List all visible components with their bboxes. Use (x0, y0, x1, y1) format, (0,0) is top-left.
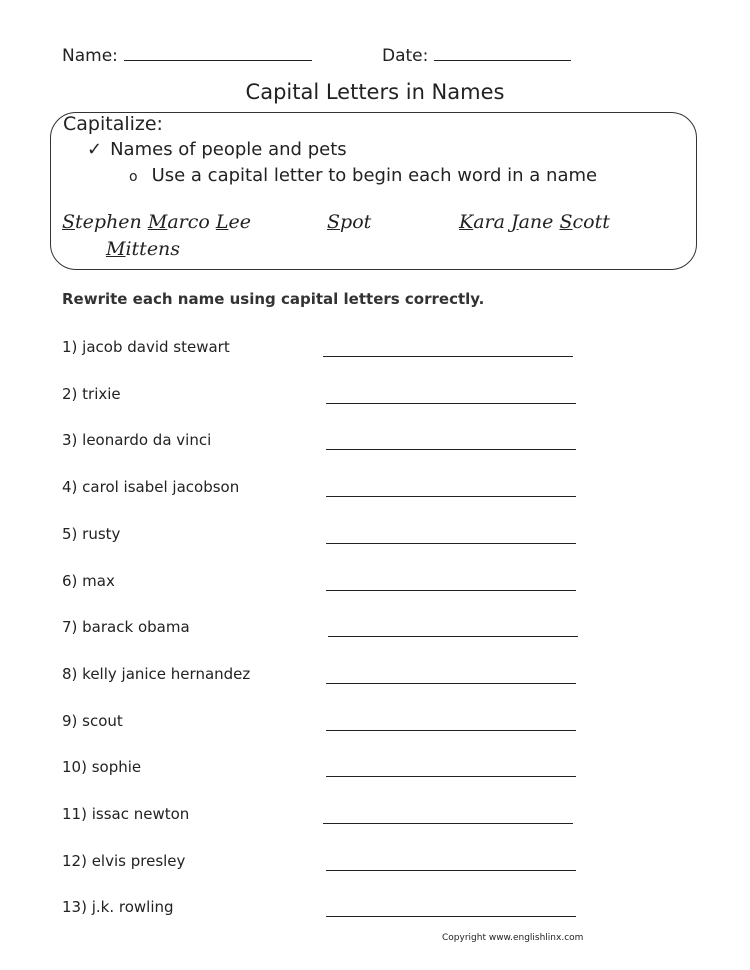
name-rest: ane (518, 211, 560, 233)
example-name (62, 211, 251, 233)
question-item: 2) trixie (62, 384, 121, 403)
capital-letter: M (147, 211, 168, 233)
answer-line[interactable] (323, 823, 573, 824)
checkmark-icon: ✓ (87, 139, 103, 160)
name-rest: ara (473, 211, 511, 233)
capital-letter: M (106, 238, 126, 260)
name-rest: tephen (75, 211, 148, 233)
answer-line[interactable] (326, 403, 576, 404)
question-item: 1) jacob david stewart (62, 338, 230, 356)
name-field (62, 44, 312, 66)
question-item: 6) max (62, 571, 115, 590)
answer-line[interactable] (326, 590, 576, 591)
question-item: 7) barack obama (62, 618, 190, 637)
sub-rule-item (129, 165, 597, 186)
rule-item (87, 139, 347, 160)
answer-line[interactable] (326, 776, 576, 777)
date-label: Date: (382, 46, 429, 66)
example-name (459, 211, 610, 233)
question-item: 11) issac newton (62, 805, 190, 823)
capital-letter: S (62, 211, 76, 233)
question-item: 9) scout (62, 711, 123, 730)
question-item: 3) leonardo da vinci (62, 431, 212, 450)
question-item: 4) carol isabel jacobson (62, 478, 240, 497)
date-field (382, 44, 571, 66)
name-rest: cott (572, 211, 610, 233)
name-rest: arco (167, 211, 216, 233)
answer-line[interactable] (326, 543, 576, 544)
answer-line[interactable] (326, 683, 576, 684)
answer-line[interactable] (326, 449, 576, 450)
date-input-line[interactable] (434, 44, 571, 61)
capital-letter: L (215, 211, 229, 233)
question-item: 12) elvis presley (62, 851, 186, 870)
name-input-line[interactable] (124, 44, 312, 61)
worksheet-title: Capital Letters in Names (245, 80, 505, 104)
circle-bullet-icon: o (129, 169, 138, 185)
answer-line[interactable] (326, 916, 576, 917)
capital-letter: K (459, 211, 474, 233)
answer-line[interactable] (326, 870, 576, 871)
sub-rule-text: Use a capital letter to begin each word in a name (151, 165, 598, 186)
copyright: Copyright www.englishlinx.com (442, 933, 584, 943)
rule-text: Names of people and pets (110, 139, 347, 160)
capital-letter: S (559, 211, 573, 233)
answer-line[interactable] (326, 496, 576, 497)
answer-line[interactable] (323, 356, 573, 357)
question-item: 5) rusty (62, 524, 121, 543)
name-rest: ittens (125, 238, 181, 260)
example-name (327, 211, 371, 233)
capital-letter: J (510, 211, 519, 233)
name-rest: pot (340, 211, 372, 233)
question-item: 13) j.k. rowling (62, 898, 174, 917)
question-item: 10) sophie (62, 758, 142, 777)
capital-letter: S (327, 211, 341, 233)
example-name (106, 238, 180, 260)
instructions: Rewrite each name using capital letters correctly. (62, 290, 485, 308)
name-rest: ee (228, 211, 251, 233)
answer-line[interactable] (328, 636, 578, 637)
name-label: Name: (62, 46, 118, 66)
question-item: 8) kelly janice hernandez (62, 664, 251, 683)
answer-line[interactable] (326, 730, 576, 731)
rule-heading: Capitalize: (63, 113, 163, 135)
